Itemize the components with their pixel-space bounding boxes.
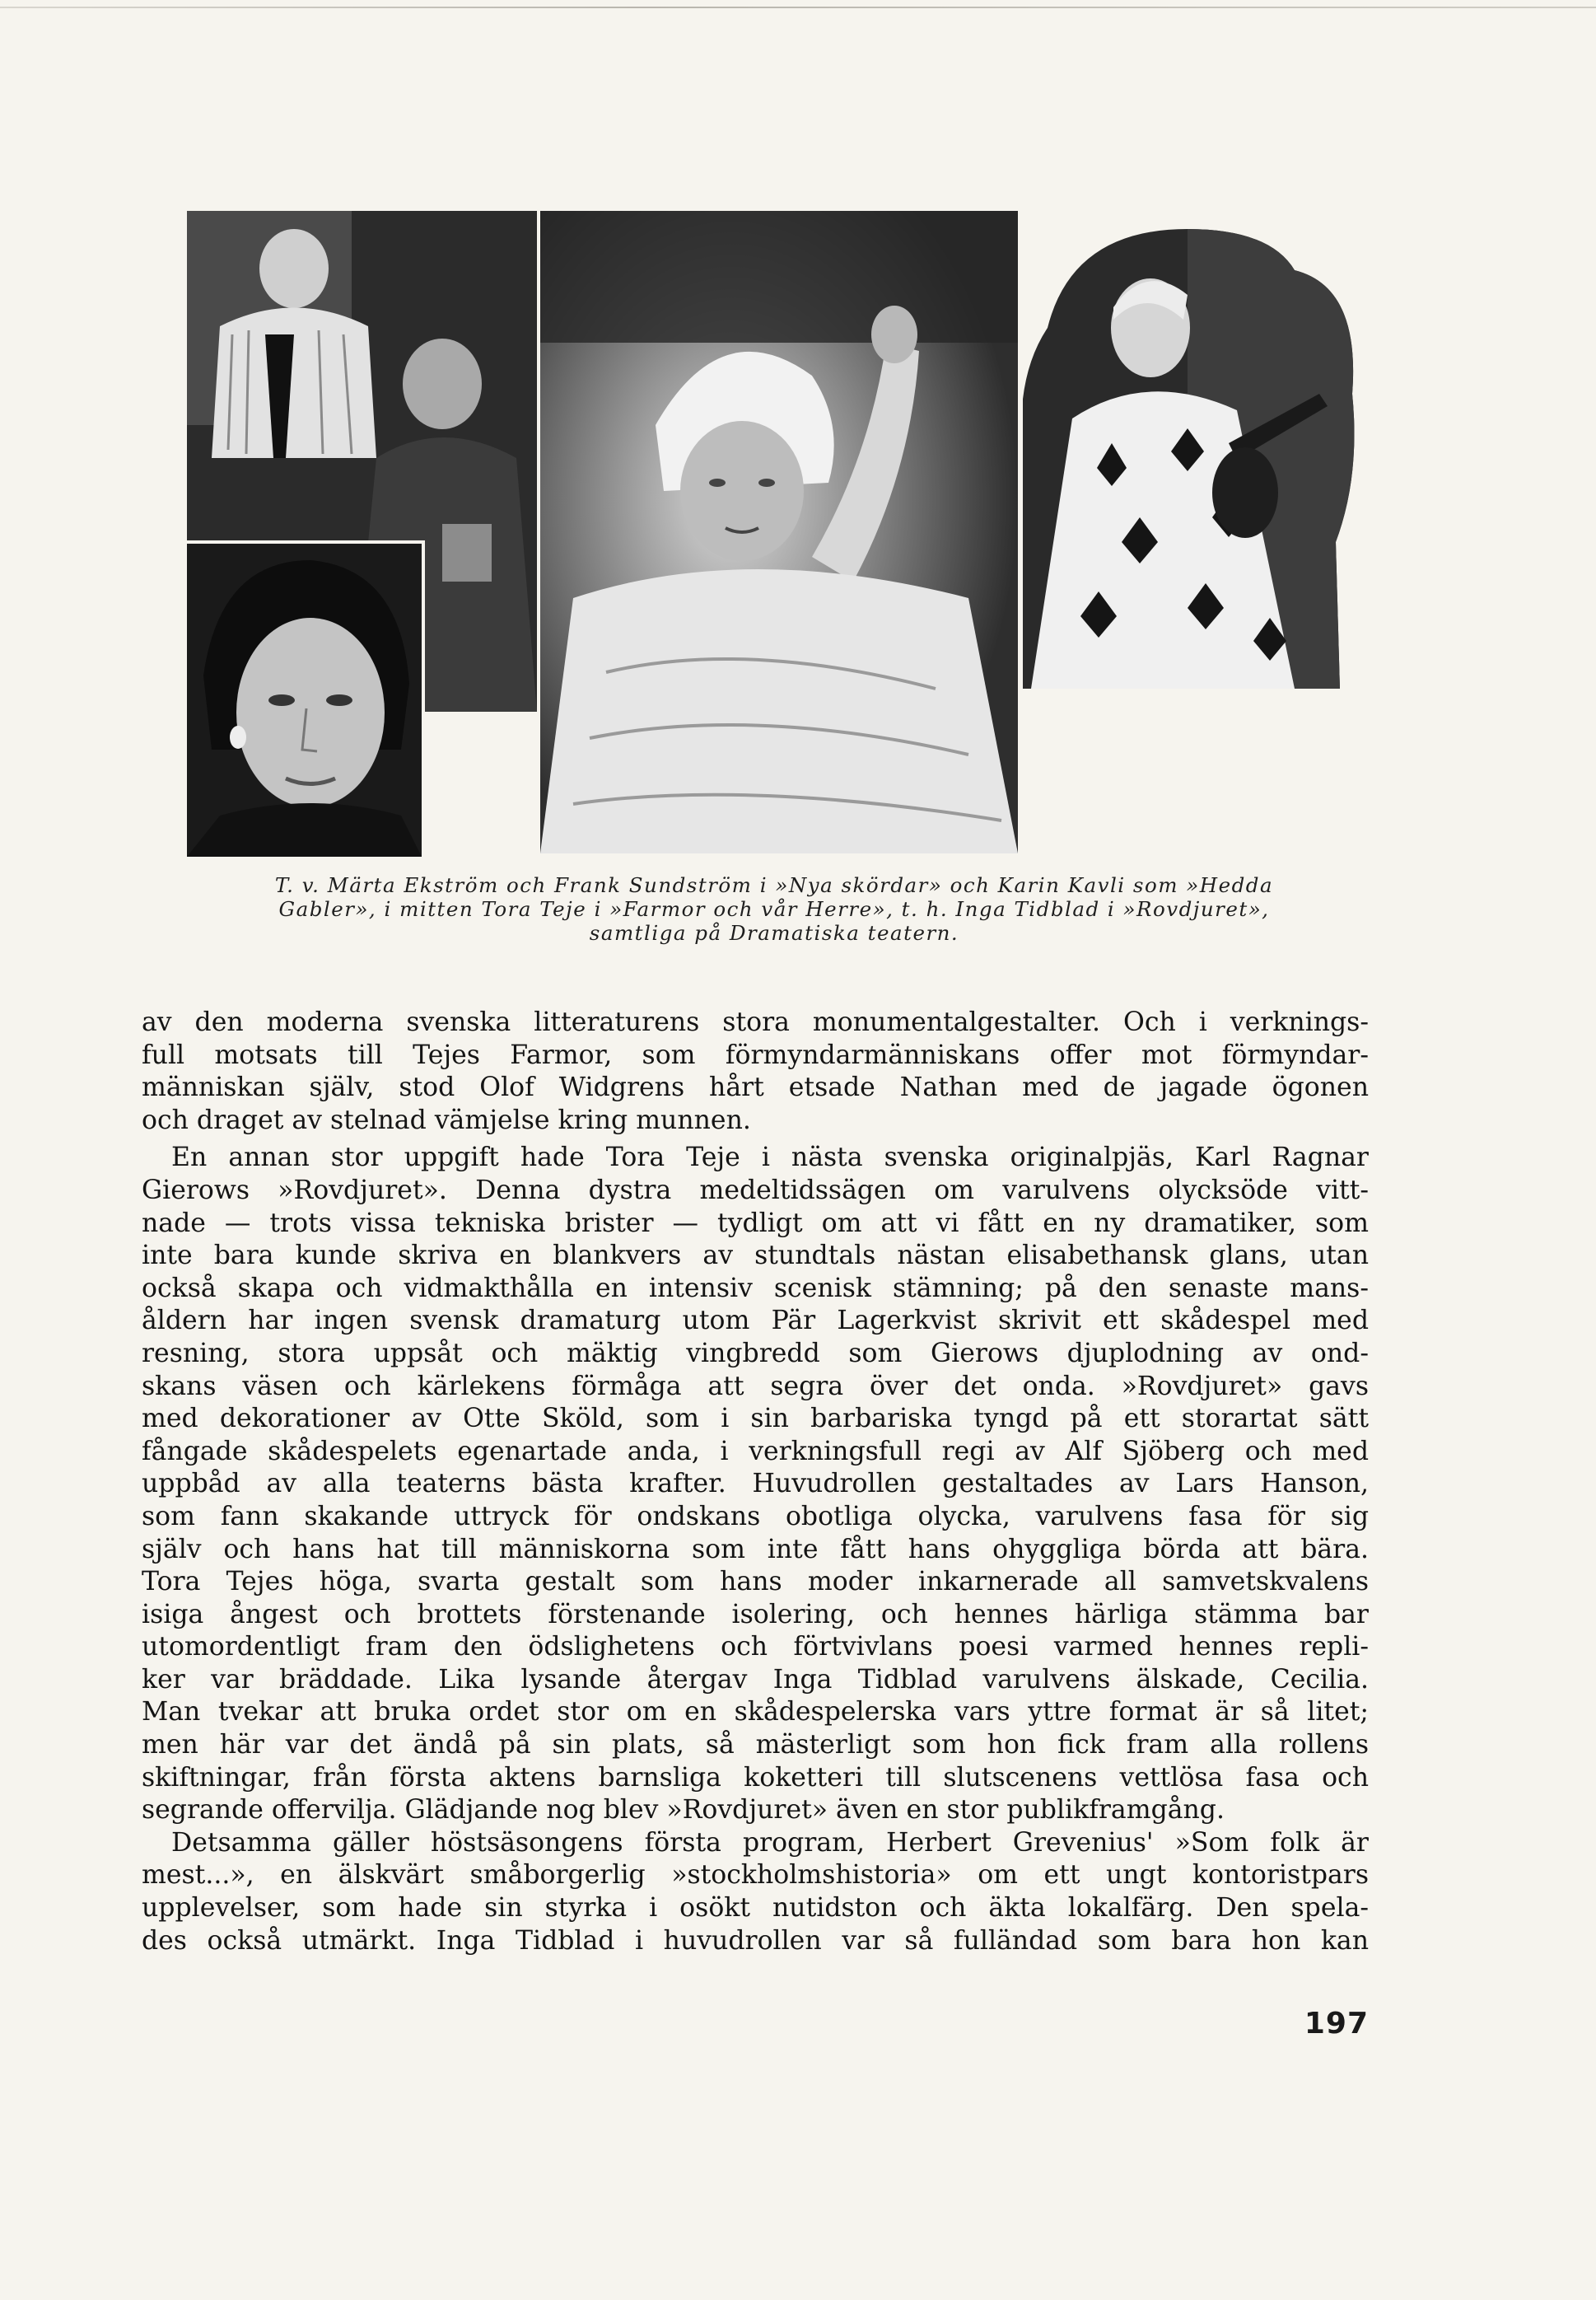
text-line: med dekorationer av Otte Sköld, som i sin barbariska tyngd på ett storartat sätt	[142, 1404, 1369, 1434]
page-number: 197	[1304, 2007, 1369, 2041]
text-line: nade — trots vissa tekniska brister — tydligt om att vi fått en ny dramatiker, som	[142, 1208, 1369, 1238]
text-line: ker var bräddade. Lika lysande återgav Inga Tidblad varulvens älskade, Cecilia.	[142, 1664, 1369, 1695]
text-line: och draget av stelnad vämjelse kring munnen.	[142, 1105, 751, 1135]
text-line: Tora Tejes höga, svarta gestalt som hans moder inkarnerade all samvetskvalens	[142, 1567, 1369, 1597]
photo-center-image	[540, 211, 1018, 853]
text-line: också skapa och vidmakthålla en intensiv scenisk stämning; på den senaste mans-	[142, 1273, 1369, 1303]
text-line: människan själv, stod Olof Widgrens hårt etsade Nathan med de jagade ögonen	[142, 1073, 1369, 1103]
text-line: Detsamma gäller höstsäsongens första program, Herbert Grevenius' »Som folk är	[171, 1827, 1369, 1858]
caption-line: T. v. Märta Ekström och Frank Sundström i »Nya skördar» och Karin Kavli som »Hedda	[274, 873, 1274, 897]
text-line: mest...», en älskvärt småborgerlig »stockholmshistoria» om ett ungt kontoristpars	[142, 1860, 1369, 1891]
text-line: resning, stora uppsåt och mäktig vingbredd som Gierows djuplodning av ond-	[142, 1338, 1369, 1368]
text-line: segrande offervilja. Glädjande nog blev »Rovdjuret» även en stor publikframgång.	[142, 1795, 1225, 1826]
paragraph	[142, 1142, 1369, 1826]
photo-left-bottom	[187, 540, 425, 857]
text-line: själv och hans hat till människorna som inte fått hans ohyggliga börda att bära.	[142, 1534, 1369, 1564]
caption-line: Gabler», i mitten Tora Teje i »Farmor och vår Herre», t. h. Inga Tidblad i »Rovdjuret»,	[278, 897, 1270, 921]
text-line: åldern har ingen svensk dramaturg utom Pär Lagerkvist skrivit ett skådespel med	[142, 1306, 1369, 1336]
photo-right	[1023, 229, 1360, 689]
caption-line: samtliga på Dramatiska teatern.	[589, 921, 959, 945]
text-line: Gierows »Rovdjuret». Denna dystra medeltidssägen om varulvens olycksöde vitt-	[142, 1175, 1369, 1205]
text-line: av den moderna svenska litteraturens stora monumentalgestalter. Och i verknings-	[142, 1007, 1369, 1037]
photo-left-bottom-image	[187, 544, 422, 857]
text-line: skans väsen och kärlekens förmåga att segra över det onda. »Rovdjuret» gavs	[142, 1371, 1369, 1401]
text-line: En annan stor uppgift hade Tora Teje i nästa svenska originalpjäs, Karl Ragnar	[171, 1143, 1369, 1173]
photo-right-image	[1023, 229, 1360, 689]
text-line: Man tvekar att bruka ordet stor om en skådespelerska vars yttre format är så litet;	[142, 1697, 1369, 1727]
text-line: inte bara kunde skriva en blankvers av stundtals nästan elisabethansk glans, utan	[142, 1241, 1369, 1271]
paragraph	[142, 1007, 1369, 1137]
text-line: skiftningar, från första aktens barnsliga koketteri till slutscenens vettlösa fasa och	[142, 1762, 1369, 1793]
text-line: som fann skakande uttryck för ondskans obotliga olycka, varulvens fasa för sig	[142, 1501, 1369, 1531]
text-line: des också utmärkt. Inga Tidblad i huvudrollen var så fulländad som bara hon kan	[142, 1925, 1369, 1956]
article-body	[142, 1007, 1369, 1957]
text-line: utomordentligt fram den ödslighetens och förtvivlans poesi varmed hennes repli-	[142, 1632, 1369, 1662]
text-line: upplevelser, som hade sin styrka i osökt nutidston och äkta lokalfärg. Den spela-	[142, 1893, 1369, 1924]
top-edge-rule	[0, 7, 1596, 8]
text-line: full motsats till Tejes Farmor, som förmyndarmänniskans offer mot förmyndar-	[142, 1040, 1369, 1070]
figure-caption	[165, 873, 1384, 945]
photo-center	[540, 211, 1018, 853]
paragraph	[142, 1827, 1369, 1957]
text-line: men här var det ändå på sin plats, så mästerligt som hon fick fram alla rollens	[142, 1730, 1369, 1760]
text-line: isiga ångest och brottets förstenande isolering, och hennes härliga stämma bar	[142, 1599, 1369, 1629]
text-line: uppbåd av alla teaterns bästa krafter. Huvudrollen gestaltades av Lars Hanson,	[142, 1469, 1369, 1499]
text-line: fångade skådespelets egenartade anda, i verkningsfull regi av Alf Sjöberg och med	[142, 1436, 1369, 1466]
